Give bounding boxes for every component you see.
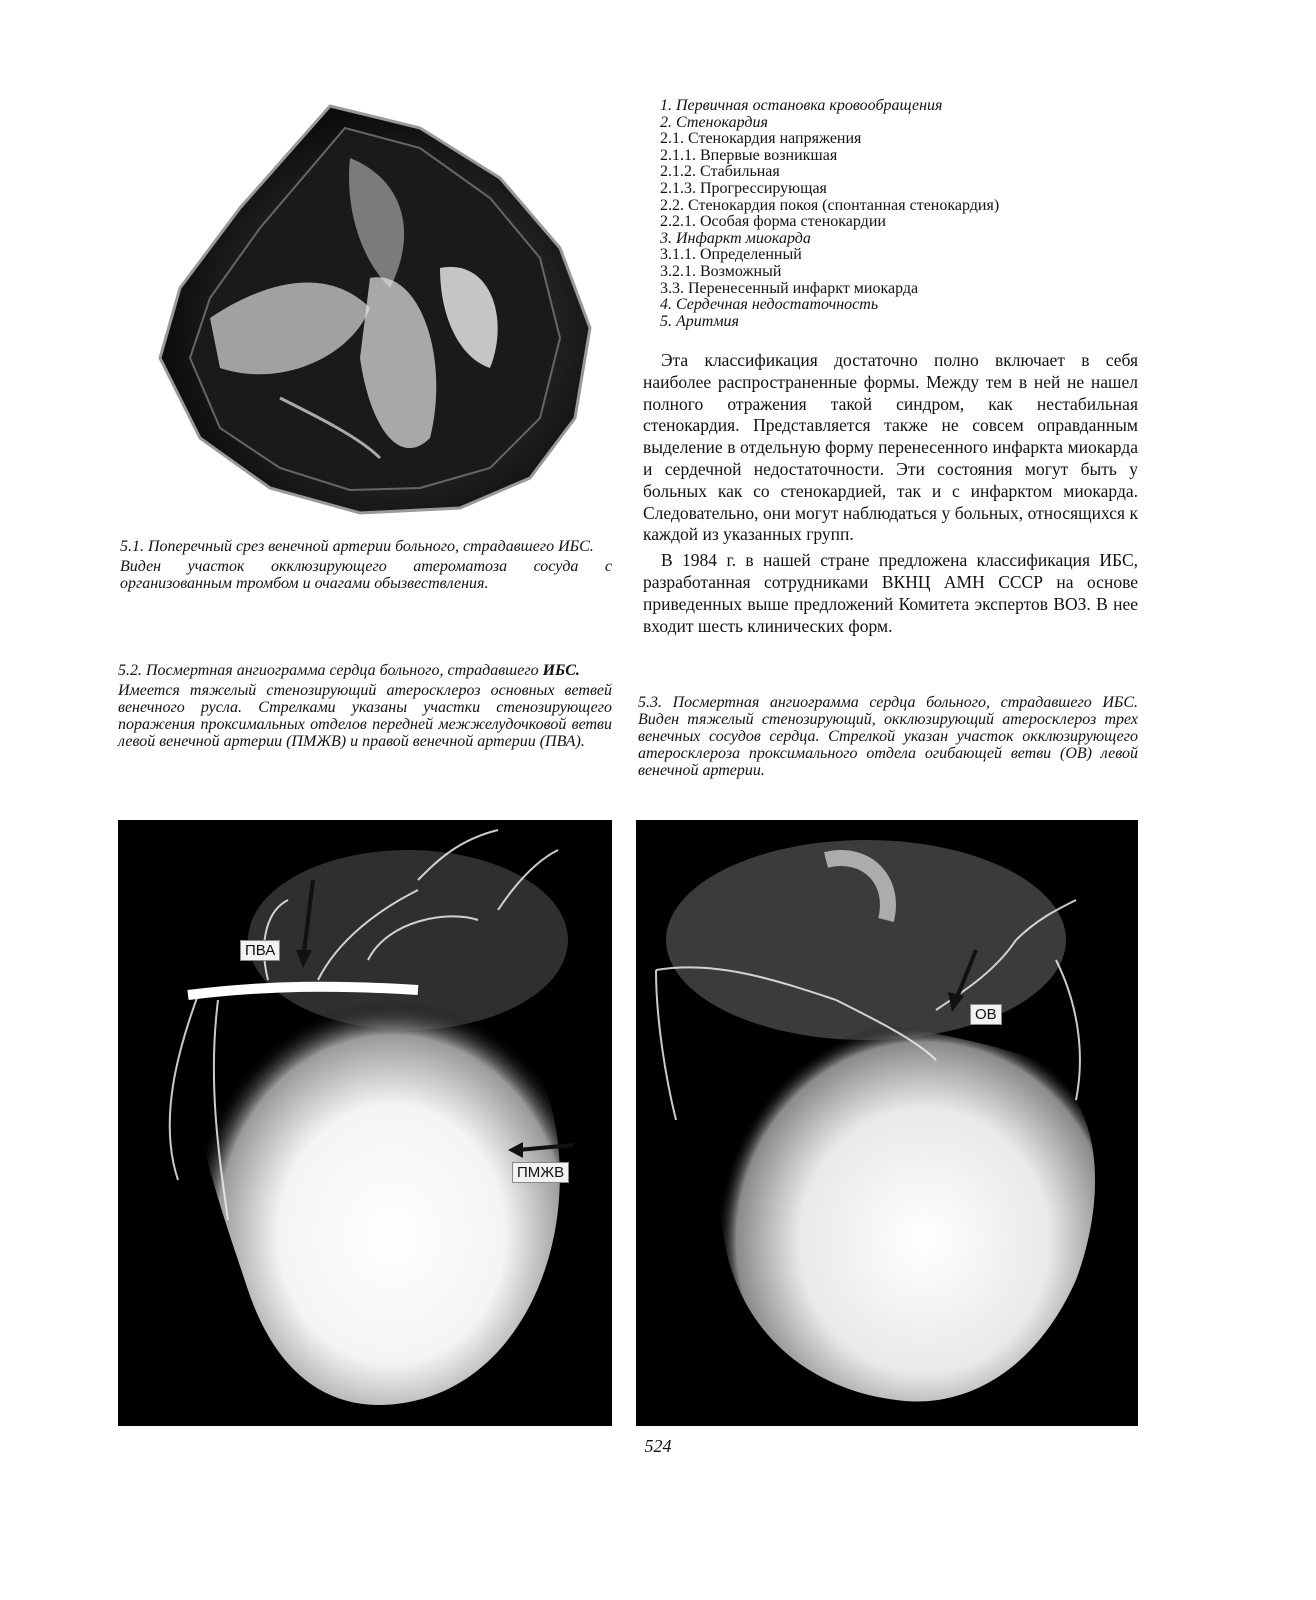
classification-item: 2.2.1. Особая форма стенокардии xyxy=(660,213,886,231)
figure-5-2-image xyxy=(118,820,612,1426)
classification-item: 2.1.2. Стабильная xyxy=(660,163,780,181)
classification-item: 2.1. Стенокардия напряжения xyxy=(660,130,862,148)
classification-item: 3.3. Перенесенный инфаркт миокарда xyxy=(660,279,919,297)
figure-5-1-caption xyxy=(120,538,612,592)
classification-item: 1. Первичная остановка кровообращения xyxy=(660,97,943,114)
classification-item: 3.1.1. Определенный xyxy=(660,246,802,264)
angiogram-5-3 xyxy=(636,820,1138,1426)
ihd-classification-list xyxy=(660,98,1120,330)
classification-item: 2.1.1. Впервые возникшая xyxy=(660,146,838,164)
classification-item: 2. Стенокардия xyxy=(660,113,768,131)
figure-5-1-image xyxy=(120,98,612,518)
classification-item: 2.1.3. Прогрессирующая xyxy=(660,179,827,197)
figure-5-2-title-text: 5.2. Посмертная ангиограмма сердца больного, страдавшего xyxy=(118,662,543,679)
figure-5-2-description: Имеется тяжелый стенозирующий атеросклероз основных ветвей венечного русла. Стрелками указаны участки стенозирующего поражения проксимальных отделов передней межжелудочковой ветви левой венечной артерии (ПМЖВ) и правой венечной артерии (ПВА). xyxy=(118,682,612,750)
figure-5-1-title: 5.1. Поперечный срез венечной артерии больного, страдавшего ИБС. xyxy=(120,538,594,555)
figure-5-2-title xyxy=(118,662,612,679)
figure-5-1-description: Виден участок окклюзирующего атероматоза сосуда с организованным тромбом и очагами обызвествления. xyxy=(120,558,612,592)
body-paragraph-2: В 1984 г. в нашей стране предложена классификация ИБС, разработанная сотрудниками ВКНЦ АМН СССР на основе приведенных выше предложений Комитета экспертов ВОЗ. В нее входит шесть клинических форм. xyxy=(643,550,1138,636)
label-anterior-interventricular-branch: ПМЖВ xyxy=(512,1162,569,1183)
artery-cross-section xyxy=(120,98,612,518)
figure-5-3-title: 5.3. Посмертная ангиограмма сердца больного, страдавшего ИБС. Виден тяжелый стенозирующий, окклюзирующий атеросклероз трех венечных сосудов сердца. Стрелкой указан участок окклюзирующего атеросклероза проксимального отдела огибающей ветви (ОВ) левой венечной артерии. xyxy=(638,694,1138,779)
figure-5-3-caption xyxy=(638,694,1138,779)
figure-5-3-image xyxy=(636,820,1138,1426)
body-paragraph-1: Эта классификация достаточно полно включает в себя наиболее распространенные формы. Между тем в ней не нашел полного отражения такой синдром, как нестабильная стенокардия. Представляется также не совсем оправданным выделение в отдельную форму перенесенного инфаркта миокарда и сердечной недостаточности. Эти состояния могут быть у больных как со стенокардией, так и с инфарктом миокарда. Следовательно, они могут наблюдаться у больных, относящихся к каждой из указанных групп. xyxy=(643,350,1138,545)
label-right-coronary-artery: ПВА xyxy=(240,940,280,961)
figure-5-2-title-bold: ИБС. xyxy=(542,662,580,679)
classification-item: 3.2.1. Возможный xyxy=(660,262,782,280)
body-text xyxy=(643,350,1138,641)
classification-item: 4. Сердечная недостаточность xyxy=(660,296,879,314)
classification-item: 2.2. Стенокардия покоя (спонтанная стенокардия) xyxy=(660,196,1000,214)
page-number: 524 xyxy=(644,1436,672,1456)
classification-item: 3. Инфаркт миокарда xyxy=(660,229,811,247)
classification-item: 5. Аритмия xyxy=(660,312,739,330)
label-circumflex-branch: ОВ xyxy=(970,1004,1002,1025)
angiogram-5-2 xyxy=(118,820,612,1426)
figure-5-2-caption xyxy=(118,662,612,750)
